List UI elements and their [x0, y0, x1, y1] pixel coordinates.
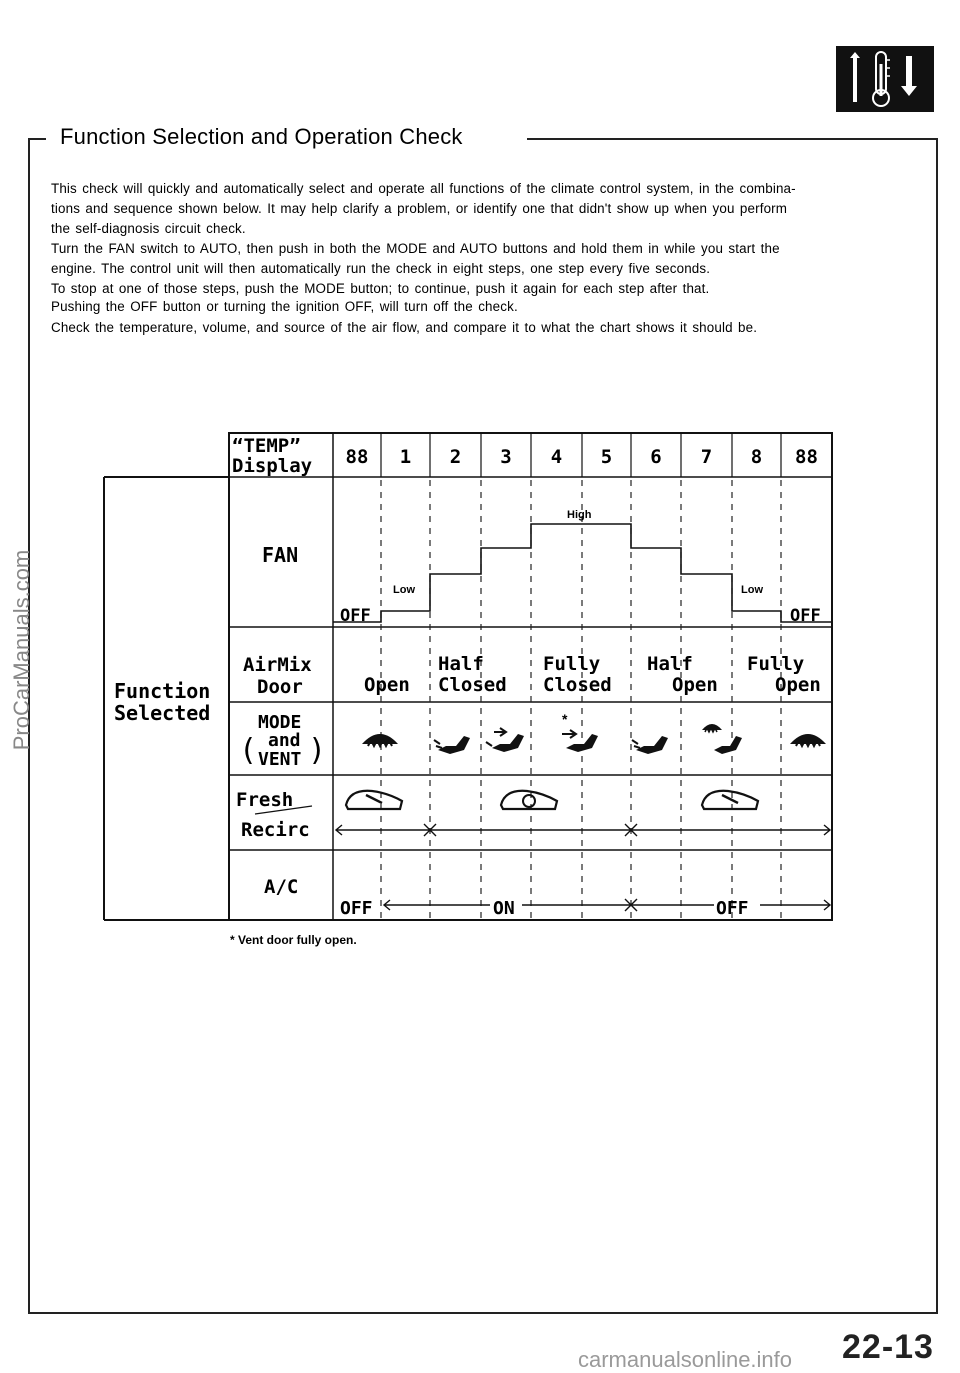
step-header-label: 88 — [795, 446, 818, 468]
fan-off-left-label: OFF — [340, 606, 371, 626]
fan-off-right-label: OFF — [790, 606, 821, 626]
airmix-value: Fully — [747, 653, 805, 675]
airmix-row-label: Door — [257, 676, 303, 698]
fan-low-left-label: Low — [393, 584, 415, 596]
floor-mode-icon — [632, 736, 668, 754]
airmix-value: Half — [438, 653, 484, 675]
airmix-value: Open — [775, 674, 821, 696]
fan-low-right-label: Low — [741, 584, 763, 596]
page-number: 22-13 — [842, 1328, 934, 1366]
intro-line: Check the temperature, volume, and source of the air flow, and compare it to what the chart shows it should be. — [51, 320, 758, 335]
function-selected-label: Function — [114, 679, 211, 703]
intro-line: Turn the FAN switch to AUTO, then push in both the MODE and AUTO buttons and hold them in while you start the — [51, 241, 780, 256]
fan-speed-step-line — [333, 524, 832, 622]
step-header-label: 6 — [650, 446, 662, 468]
defrost-icon — [362, 734, 398, 746]
intro-line: This check will quickly and automatically select and operate all functions of the climate control system, in the combina- — [51, 181, 796, 196]
dashed-step-guides — [381, 480, 781, 918]
bottom-watermark: carmanualsonline.info — [578, 1347, 793, 1372]
recirculation-icon — [501, 791, 557, 809]
fresh-recirc-timeline — [336, 824, 830, 836]
temp-header-label: Display — [232, 455, 313, 477]
fresh-recirc-row-label: Fresh — [236, 789, 294, 811]
step-header-label: 5 — [600, 446, 613, 468]
floor-mode-icon — [434, 736, 470, 754]
ac-off-right-label: OFF — [716, 898, 749, 919]
airmix-value: Half — [647, 653, 693, 675]
airmix-value: Closed — [438, 674, 507, 696]
temp-header-label: “TEMP” — [232, 435, 301, 457]
fresh-recirc-row-label: Recirc — [241, 819, 310, 841]
step-header-label: 88 — [345, 446, 369, 468]
airmix-value: Open — [672, 674, 718, 696]
step-header-label: 1 — [399, 446, 412, 468]
vent-door-marker: * — [562, 711, 568, 727]
airmix-value: Open — [364, 674, 410, 696]
ac-off-left-label: OFF — [340, 898, 373, 919]
step-header-label: 2 — [449, 446, 462, 468]
mode-row-label: VENT — [258, 749, 302, 770]
airmix-row-label: AirMix — [243, 654, 312, 676]
footnote: * Vent door fully open. — [230, 933, 357, 947]
defrost-icon — [790, 734, 826, 746]
step-header-label: 3 — [500, 446, 512, 468]
mode-row-label: MODE — [258, 712, 302, 733]
mode-row-bracket: ( — [239, 733, 258, 768]
ac-row-label: A/C — [264, 876, 299, 898]
ac-on-label: ON — [493, 898, 515, 919]
fresh-air-icon — [702, 791, 758, 809]
ac-timeline — [384, 899, 830, 911]
airmix-value: Fully — [543, 653, 601, 675]
intro-line: tions and sequence shown below. It may help clarify a problem, or identify one that didn't show up when you perform — [51, 201, 788, 216]
fan-row-label: FAN — [262, 543, 299, 567]
mode-row-bracket: ) — [308, 733, 327, 768]
intro-line: Pushing the OFF button or turning the ignition OFF, will turn off the check. — [51, 299, 518, 314]
intro-line: engine. The control unit will then automatically run the check in eight steps, one step every five seconds. — [51, 261, 711, 276]
function-selected-label: Selected — [114, 701, 211, 725]
intro-line: the self-diagnosis circuit check. — [51, 221, 246, 236]
step-header-label: 8 — [750, 446, 763, 468]
step-header-label: 7 — [700, 446, 713, 468]
intro-line: To stop at one of those steps, push the MODE button; to continue, push it again for each step after that. — [51, 281, 710, 296]
vent-floor-icon — [486, 728, 524, 752]
mode-row-label: and — [268, 730, 301, 751]
section-title: Function Selection and Operation Check — [60, 124, 463, 149]
fan-high-label: High — [567, 509, 592, 521]
defrost-floor-icon — [702, 724, 742, 754]
airmix-value: Closed — [543, 674, 612, 696]
step-header-label: 4 — [550, 446, 563, 468]
vent-mode-icon — [562, 730, 598, 752]
fresh-air-icon — [346, 791, 402, 809]
side-watermark: ProCarManuals.com — [9, 549, 34, 751]
